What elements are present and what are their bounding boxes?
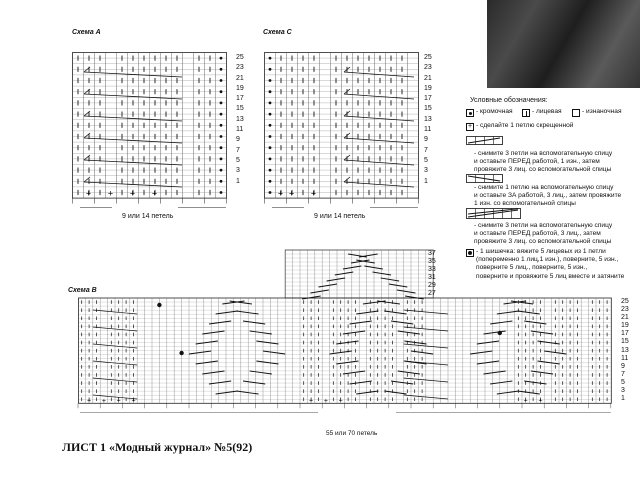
scheme-b-width-label: 55 или 70 петель bbox=[326, 430, 378, 437]
scheme-b-diamond-stroke bbox=[484, 331, 506, 334]
scheme-c-grid bbox=[264, 52, 424, 212]
legend-crossed-label: - сделайте 1 петлю скрещенной bbox=[476, 122, 574, 129]
scheme-b-diamond-stroke bbox=[348, 254, 367, 257]
scheme-a-crossed-stitch: + bbox=[85, 188, 92, 199]
scheme-c-row-1: 1 bbox=[424, 177, 428, 185]
scheme-b-diamond-stroke bbox=[398, 331, 420, 334]
legend-bobble-note: - 1 шишечка: вяжите 5 лицевых из 1 петли (попеременно 1 лиц,1 изн.), поверните, 5 изн., поверните 5 лиц., поверните, 5 изн., поверните и провяжите 5 лиц вместе и затяните bbox=[476, 248, 625, 280]
scheme-a-row-23: 23 bbox=[236, 64, 244, 72]
scheme-b-diamond-stroke bbox=[384, 391, 406, 394]
scheme-c-cable-line bbox=[344, 94, 414, 99]
scheme-a-row-3: 3 bbox=[236, 167, 240, 175]
scheme-b-top-row-numbers bbox=[428, 250, 436, 297]
scheme-b-row-13: 13 bbox=[621, 346, 629, 354]
scheme-c-cable-line bbox=[344, 182, 414, 187]
scheme-b-diamond-stroke bbox=[356, 311, 378, 314]
scheme-b-row-1: 1 bbox=[621, 395, 625, 403]
sheet-footer: ЛИСТ 1 «Модный журнал» №5(92) bbox=[62, 440, 253, 454]
scheme-b-diamond-stroke bbox=[216, 311, 238, 314]
scheme-b-bobble bbox=[498, 331, 502, 335]
scheme-b-diamond-stroke bbox=[250, 331, 272, 334]
scheme-c-cable-line bbox=[344, 160, 414, 165]
scheme-b-diamond-stroke bbox=[243, 381, 265, 384]
scheme-a-row-13: 13 bbox=[236, 115, 244, 123]
scheme-b-diamond-stroke bbox=[310, 290, 329, 293]
scheme-c-title: Схема С bbox=[263, 29, 292, 36]
scheme-c-edge-stitch bbox=[269, 146, 272, 149]
scheme-c-edge-stitch bbox=[269, 135, 272, 138]
scheme-b-bobble bbox=[179, 351, 183, 355]
scheme-a-row-15: 15 bbox=[236, 105, 244, 113]
scheme-a-crossed-stitch: + bbox=[129, 188, 136, 199]
edge-stitch-icon bbox=[466, 109, 474, 117]
scheme-b-title: Схема В bbox=[68, 287, 97, 294]
scheme-a-cable-line bbox=[84, 94, 182, 99]
scheme-a-edge-stitch bbox=[220, 57, 223, 60]
scheme-a-edge-stitch bbox=[220, 79, 223, 82]
scheme-b-diamond-stroke bbox=[531, 331, 553, 334]
scheme-a-edge-stitch bbox=[220, 158, 223, 161]
scheme-b-diamond-stroke bbox=[243, 321, 265, 324]
scheme-b-diamond-stroke bbox=[484, 371, 506, 374]
scheme-b-diamond-stroke bbox=[350, 321, 372, 324]
legend-cable-note-3: - снимите 3 петли на вспомогательную спицу и оставьте ПЕРЕД работой, 3 лиц., затем провяжите 3 лиц. со вспомогательной спицы bbox=[474, 222, 613, 246]
scheme-b-grid bbox=[78, 250, 618, 430]
scheme-a-grid bbox=[72, 52, 232, 212]
scheme-c-edge-stitch bbox=[269, 79, 272, 82]
scheme-c-row-7: 7 bbox=[424, 146, 428, 154]
scheme-a-edge-stitch bbox=[220, 90, 223, 93]
legend-symbol-row bbox=[466, 108, 638, 120]
scheme-b-row-19: 19 bbox=[621, 322, 629, 330]
scheme-b-diamond-stroke bbox=[391, 321, 413, 324]
scheme-b-diamond-stroke bbox=[497, 311, 519, 314]
scheme-a-edge-stitch bbox=[220, 113, 223, 116]
scheme-b-diamond-stroke bbox=[343, 371, 365, 374]
scheme-c-crossed-stitch: + bbox=[277, 188, 284, 199]
scheme-b-diamond-stroke bbox=[202, 371, 224, 374]
scheme-c-crossed-stitch: + bbox=[288, 188, 295, 199]
scheme-a-row-9: 9 bbox=[236, 136, 240, 144]
scheme-b-diamond-stroke bbox=[405, 296, 424, 299]
crossed-stitch-icon: + bbox=[467, 123, 473, 130]
scheme-c-edge-stitch bbox=[269, 180, 272, 183]
scheme-c-row-17: 17 bbox=[424, 95, 432, 103]
scheme-a-edge-stitch bbox=[220, 135, 223, 138]
scheme-a-edge-stitch bbox=[220, 124, 223, 127]
scheme-b-diamond-stroke bbox=[209, 321, 231, 324]
purl-stitch-icon bbox=[572, 109, 580, 117]
scheme-b-crossed-stitch: + bbox=[523, 397, 528, 405]
scheme-b-diamond-stroke bbox=[524, 321, 546, 324]
legend-cross-row bbox=[466, 122, 638, 134]
scheme-c-row-13: 13 bbox=[424, 115, 432, 123]
scheme-b-diamond-stroke bbox=[216, 391, 238, 394]
scheme-b-diamond-stroke bbox=[209, 381, 231, 384]
scheme-b-crossed-stitch: + bbox=[131, 397, 136, 405]
scheme-b-row-11: 11 bbox=[621, 354, 629, 362]
scheme-a-row-21: 21 bbox=[236, 74, 244, 82]
scheme-c-edge-stitch bbox=[269, 68, 272, 71]
scheme-b-diamond-stroke bbox=[202, 331, 224, 334]
scheme-a-row-25: 25 bbox=[236, 54, 244, 61]
scheme-a-edge-stitch bbox=[220, 102, 223, 105]
scheme-b-row-5: 5 bbox=[621, 378, 625, 386]
scheme-c-row-5: 5 bbox=[424, 156, 428, 164]
scheme-b-crossed-stitch: + bbox=[309, 397, 314, 405]
scheme-c-row-3: 3 bbox=[424, 167, 428, 175]
scheme-b-diamond-stroke bbox=[263, 351, 285, 354]
legend-purl-label: - изнаночная bbox=[582, 108, 622, 115]
scheme-a-edge-stitch bbox=[220, 169, 223, 172]
scheme-b-diamond-stroke bbox=[343, 331, 365, 334]
cable-left-icon bbox=[466, 136, 506, 146]
scheme-c-row-9: 9 bbox=[424, 136, 428, 144]
scheme-b-top-row-29: 29 bbox=[428, 281, 436, 289]
scheme-a-row-11: 11 bbox=[236, 126, 244, 134]
scheme-b-diamond-stroke bbox=[343, 266, 362, 269]
scheme-b-diamond-stroke bbox=[189, 351, 211, 354]
scheme-b-diamond-stroke bbox=[302, 296, 321, 299]
scheme-b-diamond-stroke bbox=[236, 311, 258, 314]
scheme-a-crossed-stitch: + bbox=[151, 188, 158, 199]
scheme-b-row-17: 17 bbox=[621, 330, 629, 338]
scheme-c-cable-line bbox=[344, 138, 414, 143]
scheme-c-row-19: 19 bbox=[424, 84, 432, 92]
scheme-a-edge-stitch bbox=[220, 68, 223, 71]
legend-knit-label: - лицевая bbox=[532, 108, 562, 115]
scheme-b-diamond-stroke bbox=[518, 311, 540, 314]
scheme-a-row-1: 1 bbox=[236, 177, 240, 185]
scheme-b-row-25: 25 bbox=[621, 298, 629, 305]
scheme-c-edge-stitch bbox=[269, 102, 272, 105]
scheme-b-row-3: 3 bbox=[621, 387, 625, 395]
scheme-a-edge-stitch bbox=[220, 146, 223, 149]
scheme-b-diamond-stroke bbox=[470, 351, 492, 354]
scheme-b-row-9: 9 bbox=[621, 362, 625, 370]
scheme-b-crossed-stitch: + bbox=[101, 397, 106, 405]
scheme-c-edge-stitch bbox=[269, 169, 272, 172]
scheme-b-diamond-stroke bbox=[391, 381, 413, 384]
scheme-b-top-row-27: 27 bbox=[428, 289, 436, 297]
scheme-c-cable-line bbox=[344, 116, 414, 121]
scheme-c-row-21: 21 bbox=[424, 74, 432, 82]
cable-right-icon bbox=[466, 174, 506, 184]
scheme-c-edge-stitch bbox=[269, 158, 272, 161]
scheme-c-edge-stitch bbox=[269, 57, 272, 60]
scheme-b-diamond-stroke bbox=[397, 290, 416, 293]
scheme-c-cable-line bbox=[344, 72, 414, 77]
scheme-b-diamond-stroke bbox=[373, 272, 392, 275]
scheme-c-edge-stitch bbox=[269, 90, 272, 93]
scheme-a-row-17: 17 bbox=[236, 95, 244, 103]
scheme-a-row-7: 7 bbox=[236, 146, 240, 154]
scheme-b-diamond-stroke bbox=[381, 278, 400, 281]
scheme-b-diamond-stroke bbox=[490, 321, 512, 324]
scheme-a-width-label: 9 или 14 петель bbox=[122, 213, 174, 220]
legend-title: Условные обозначения: bbox=[470, 97, 548, 104]
scheme-b-diamond-stroke bbox=[497, 391, 519, 394]
scheme-c-width-label: 9 или 14 петель bbox=[314, 213, 366, 220]
scheme-b-diamond-stroke bbox=[356, 391, 378, 394]
scheme-a-row-numbers bbox=[236, 53, 244, 187]
scheme-b-diamond-stroke bbox=[518, 391, 540, 394]
legend-edge-label: - кромочная bbox=[476, 108, 513, 115]
scheme-b-row-7: 7 bbox=[621, 370, 625, 378]
cable-six-icon bbox=[466, 208, 526, 220]
legend-cable-note-1: - снимите 3 петли на вспомогательную спицу и оставьте ПЕРЕД работой, 1 изн., затем провяжите 3 лиц. со вспомогательной спицы bbox=[474, 150, 613, 174]
scheme-b-row-15: 15 bbox=[621, 338, 629, 346]
scheme-b-row-21: 21 bbox=[621, 314, 629, 322]
scheme-b-bobble bbox=[157, 303, 161, 307]
scheme-c-edge-stitch bbox=[269, 113, 272, 116]
scheme-b-diamond-stroke bbox=[524, 381, 546, 384]
scheme-c-edge-stitch bbox=[269, 191, 272, 194]
scheme-c-row-23: 23 bbox=[424, 64, 432, 72]
scheme-c-row-numbers bbox=[424, 53, 432, 187]
scheme-b-diamond-stroke bbox=[477, 361, 499, 364]
scheme-a-cable-line bbox=[84, 72, 182, 77]
scheme-b-diamond-stroke bbox=[256, 361, 278, 364]
scheme-b-diamond-stroke bbox=[384, 311, 406, 314]
sweater-photo bbox=[487, 0, 640, 88]
scheme-b-diamond-stroke bbox=[335, 272, 354, 275]
scheme-b-top-row-37: 37 bbox=[428, 250, 436, 257]
scheme-b-diamond-stroke bbox=[531, 371, 553, 374]
scheme-b-crossed-stitch: + bbox=[323, 397, 328, 405]
scheme-b-diamond-stroke bbox=[196, 361, 218, 364]
scheme-b-diamond-stroke bbox=[538, 361, 560, 364]
scheme-a-row-5: 5 bbox=[236, 156, 240, 164]
scheme-c-crossed-stitch: + bbox=[310, 188, 317, 199]
scheme-b-right-row-numbers bbox=[621, 298, 629, 403]
scheme-a-row-19: 19 bbox=[236, 84, 244, 92]
legend-cable-note-2: - снимите 1 петлю на вспомогательную спицу и оставьте ЗА работой, 3 лиц., затем провяжите 1 изн. со вспомогательной спицы bbox=[474, 184, 622, 208]
scheme-b-top-row-33: 33 bbox=[428, 265, 436, 273]
scheme-c-row-25: 25 bbox=[424, 54, 432, 61]
scheme-b-row-23: 23 bbox=[621, 306, 629, 314]
scheme-b-diamond-stroke bbox=[398, 371, 420, 374]
scheme-a-title: Схема А bbox=[72, 29, 101, 36]
scheme-a-crossed-stitch: + bbox=[107, 188, 114, 199]
scheme-b-top-row-31: 31 bbox=[428, 273, 436, 281]
scheme-c-edge-stitch bbox=[269, 124, 272, 127]
scheme-b-diamond-stroke bbox=[389, 284, 408, 287]
knit-stitch-icon bbox=[522, 109, 530, 117]
scheme-b-diamond-stroke bbox=[350, 381, 372, 384]
scheme-b-diamond-stroke bbox=[336, 361, 358, 364]
scheme-b-diamond-stroke bbox=[250, 371, 272, 374]
scheme-c-row-11: 11 bbox=[424, 126, 432, 134]
scheme-b-top-row-35: 35 bbox=[428, 257, 436, 265]
scheme-b-diamond-stroke bbox=[327, 278, 346, 281]
scheme-b-diamond-stroke bbox=[319, 284, 338, 287]
scheme-c-row-15: 15 bbox=[424, 105, 432, 113]
scheme-a-edge-stitch bbox=[220, 180, 223, 183]
scheme-b-diamond-stroke bbox=[236, 391, 258, 394]
scheme-b-crossed-stitch: + bbox=[116, 397, 121, 405]
scheme-b-diamond-stroke bbox=[364, 266, 383, 269]
scheme-b-crossed-stitch: + bbox=[87, 397, 92, 405]
scheme-b-crossed-stitch: + bbox=[538, 397, 543, 405]
scheme-a-edge-stitch bbox=[220, 191, 223, 194]
scheme-b-diamond-stroke bbox=[490, 381, 512, 384]
scheme-b-crossed-stitch: + bbox=[338, 397, 343, 405]
scheme-a-cable-line bbox=[84, 116, 182, 121]
